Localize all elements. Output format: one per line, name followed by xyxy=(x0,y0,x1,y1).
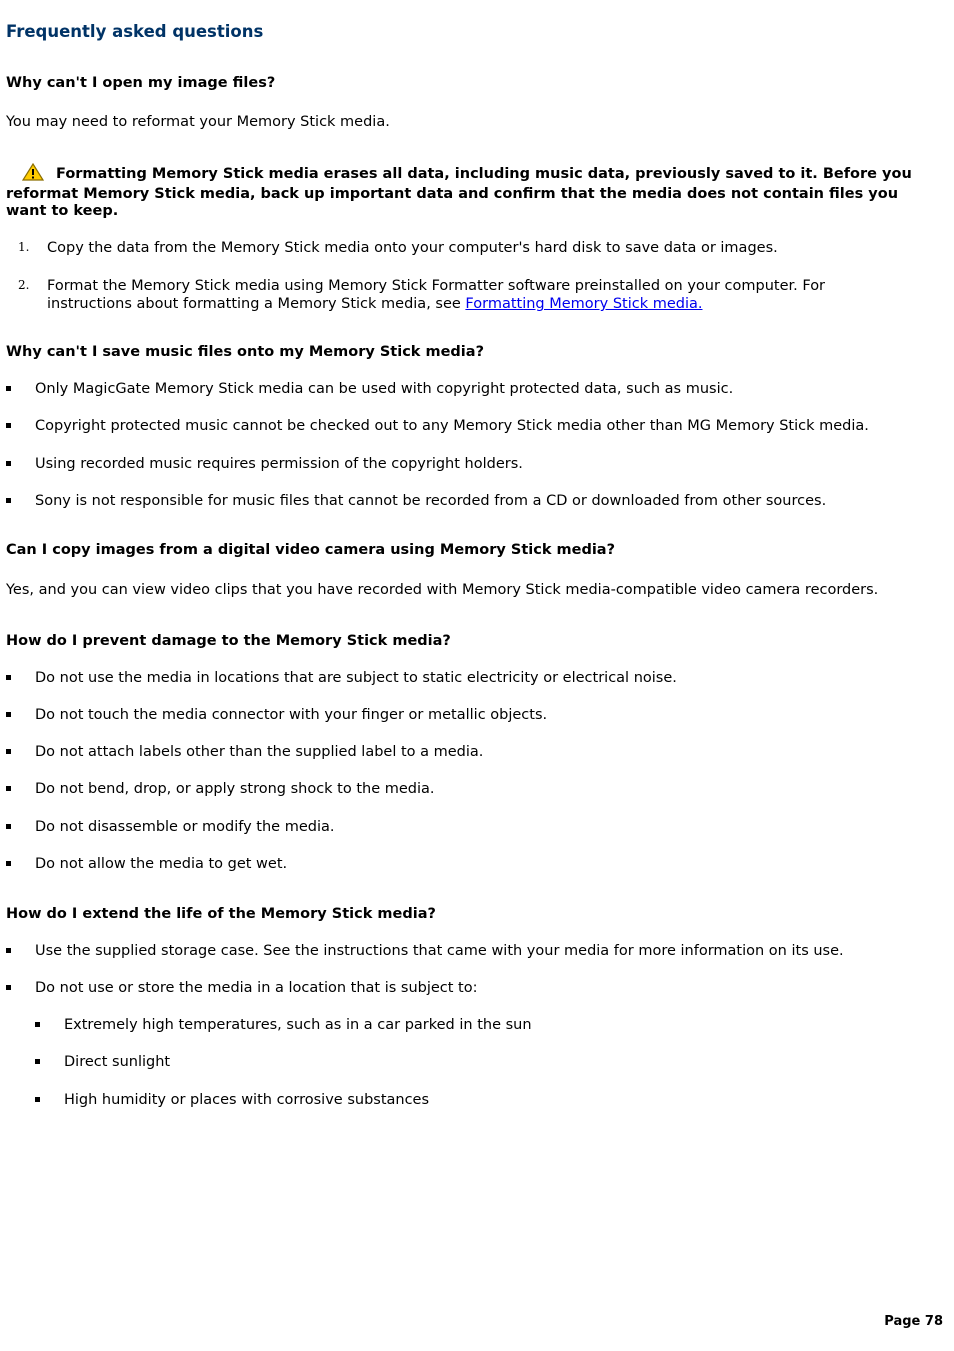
list-item: Do not touch the media connector with your finger or metallic objects. xyxy=(35,707,548,723)
bullet-marker xyxy=(6,985,11,990)
bullet-marker xyxy=(6,948,11,953)
step-text: Copy the data from the Memory Stick media onto your computer's hard disk to save data or images. xyxy=(47,240,778,256)
formatting-memory-stick-link[interactable]: Formatting Memory Stick media. xyxy=(465,296,703,312)
sub-list-item: Extremely high temperatures, such as in a car parked in the sun xyxy=(64,1017,532,1033)
question-extend-life: How do I extend the life of the Memory Stick media? xyxy=(6,906,436,922)
question-open-image-files: Why can't I open my image files? xyxy=(6,75,276,91)
list-item: Do not use the media in locations that are subject to static electricity or electrical noise. xyxy=(35,670,677,686)
sub-bullet-marker xyxy=(35,1059,40,1064)
list-item: Copyright protected music cannot be checked out to any Memory Stick media other than MG Memory Stick media. xyxy=(35,418,869,434)
list-item: Do not allow the media to get wet. xyxy=(35,856,288,872)
bullet-marker xyxy=(6,749,11,754)
answer-text: You may need to reformat your Memory Stick media. xyxy=(6,114,390,130)
step-number: 1. xyxy=(18,240,30,254)
bullet-marker xyxy=(6,498,11,503)
list-item: Use the supplied storage case. See the instructions that came with your media for more information on its use. xyxy=(35,943,844,959)
warning-note xyxy=(6,163,936,220)
question-prevent-damage: How do I prevent damage to the Memory Stick media? xyxy=(6,633,451,649)
step-text: Format the Memory Stick media using Memory Stick Formatter software preinstalled on your computer. For xyxy=(47,278,826,294)
list-item: Do not bend, drop, or apply strong shock to the media. xyxy=(35,781,435,797)
sub-list-item: Direct sunlight xyxy=(64,1054,171,1070)
step-number: 2. xyxy=(18,278,30,292)
sub-bullet-marker xyxy=(35,1022,40,1027)
page-title: Frequently asked questions xyxy=(6,22,264,41)
bullet-marker xyxy=(6,461,11,466)
page-number: Page 78 xyxy=(884,1314,943,1329)
bullet-marker xyxy=(6,423,11,428)
bullet-marker xyxy=(6,824,11,829)
answer-text: Yes, and you can view video clips that you have recorded with Memory Stick media-compatible video camera recorders. xyxy=(6,582,879,598)
list-item: Do not use or store the media in a location that is subject to: xyxy=(35,980,478,996)
bullet-marker xyxy=(6,675,11,680)
bullet-marker xyxy=(6,861,11,866)
list-item: Sony is not responsible for music files that cannot be recorded from a CD or downloaded from other sources. xyxy=(35,493,827,509)
question-save-music-files: Why can't I save music files onto my Memory Stick media? xyxy=(6,344,484,360)
bullet-marker xyxy=(6,712,11,717)
list-item: Do not disassemble or modify the media. xyxy=(35,819,335,835)
step-text-continued xyxy=(47,295,702,313)
sub-list-item: High humidity or places with corrosive substances xyxy=(64,1092,430,1108)
list-item: Using recorded music requires permission of the copyright holders. xyxy=(35,456,523,472)
list-item: Only MagicGate Memory Stick media can be used with copyright protected data, such as music. xyxy=(35,381,734,397)
bullet-marker xyxy=(6,386,11,391)
sub-bullet-marker xyxy=(35,1097,40,1102)
warning-icon xyxy=(22,163,44,186)
list-item: Do not attach labels other than the supplied label to a media. xyxy=(35,744,484,760)
warning-text: Formatting Memory Stick media erases all data, including music data, previously saved to it. Before you reformat Memory Stick media, back up important data and confirm that the media does not contain files you want to keep. xyxy=(6,166,912,219)
question-copy-images-video-camera: Can I copy images from a digital video camera using Memory Stick media? xyxy=(6,542,616,558)
step-text-line2: instructions about formatting a Memory Stick media, see xyxy=(47,296,466,312)
bullet-marker xyxy=(6,786,11,791)
